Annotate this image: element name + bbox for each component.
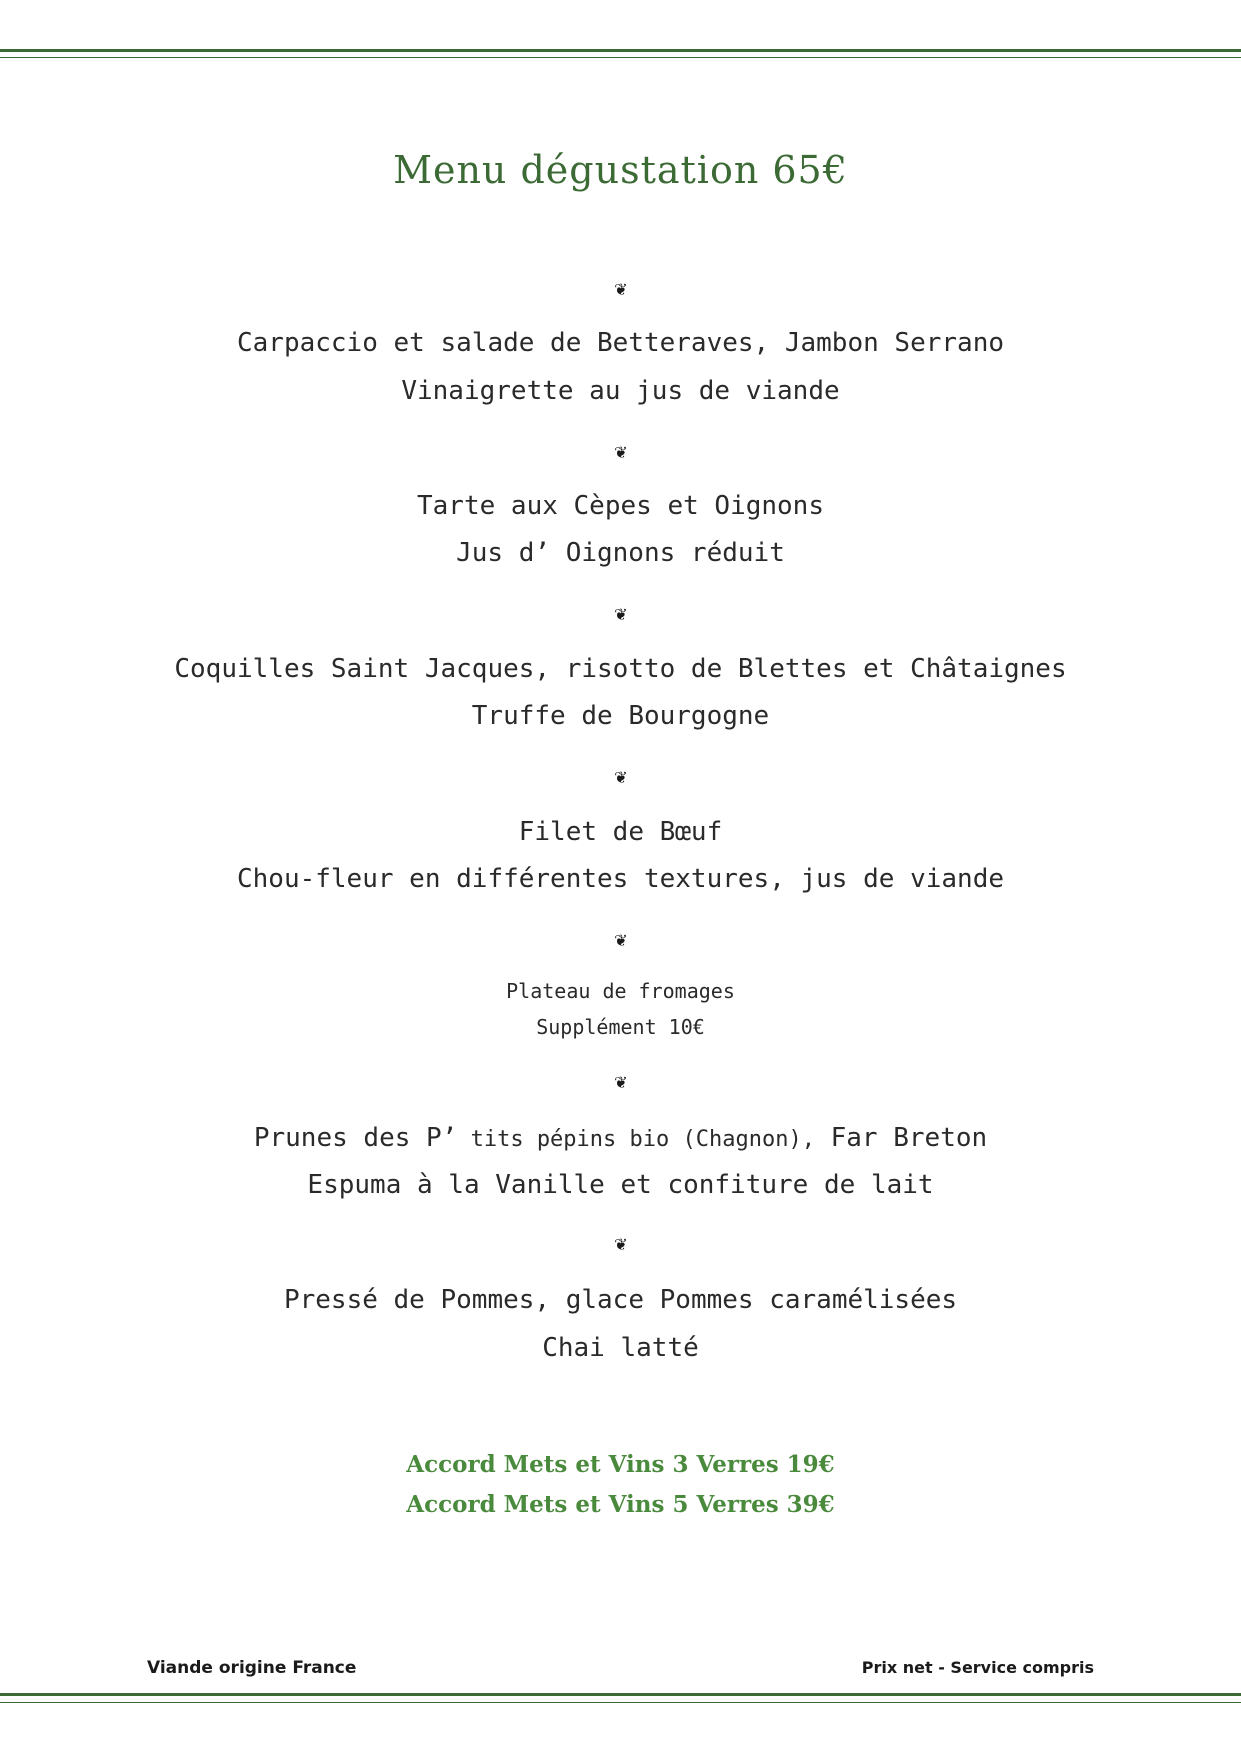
course-6-line-1 (0, 1122, 1241, 1156)
course-6-line-2: Espuma à la Vanille et confiture de lait (307, 1170, 934, 1200)
bottom-border-thin (0, 1702, 1241, 1703)
course-6-line-1-part-c: Far Breton (814, 1123, 988, 1153)
wine-pairing-3-glasses: Accord Mets et Vins 3 Verres 19€ (406, 1451, 835, 1478)
course-1-line-1: Carpaccio et salade de Betteraves, Jambon Serrano (236, 328, 1004, 358)
fleuron-separator-icon: ❦ (614, 927, 627, 951)
fleuron-separator-icon: ❦ (614, 764, 627, 788)
course-6-line-1-part-a: Prunes des P’ (253, 1123, 458, 1153)
footer-price-note: Prix net - Service compris (861, 1658, 1094, 1677)
footer-meat-origin: Viande origine France (147, 1658, 357, 1678)
course-5-line-2: Supplément 10€ (536, 1015, 705, 1039)
course-1-line-2: Vinaigrette au jus de viande (401, 376, 840, 406)
fleuron-separator-icon: ❦ (614, 276, 627, 300)
fleuron-separator-icon: ❦ (614, 439, 627, 463)
course-4-line-2: Chou-fleur en différentes textures, jus de viande (236, 864, 1004, 894)
fleuron-separator-icon: ❦ (614, 1069, 627, 1093)
course-3-line-1: Coquilles Saint Jacques, risotto de Blettes et Châtaignes (174, 654, 1067, 684)
fleuron-separator-icon: ❦ (614, 601, 627, 625)
fleuron-separator-icon: ❦ (614, 1231, 627, 1255)
top-border-thin (0, 57, 1241, 58)
course-2-line-1: Tarte aux Cèpes et Oignons (417, 491, 824, 521)
bottom-border-thick (0, 1693, 1241, 1696)
course-5-line-1: Plateau de fromages (506, 979, 735, 1003)
course-6-line-1-part-b: tits pépins bio (Chagnon), (457, 1127, 815, 1152)
wine-pairing-5-glasses: Accord Mets et Vins 5 Verres 39€ (406, 1491, 835, 1518)
course-7-line-2: Chai latté (542, 1333, 699, 1363)
menu-title: Menu dégustation 65€ (393, 148, 848, 192)
course-7-line-1: Pressé de Pommes, glace Pommes caramélisées (283, 1285, 958, 1315)
course-3-line-2: Truffe de Bourgogne (471, 701, 770, 731)
course-2-line-2: Jus d’ Oignons réduit (456, 538, 785, 568)
top-border-thick (0, 49, 1241, 52)
course-4-line-1: Filet de Bœuf (518, 817, 723, 847)
